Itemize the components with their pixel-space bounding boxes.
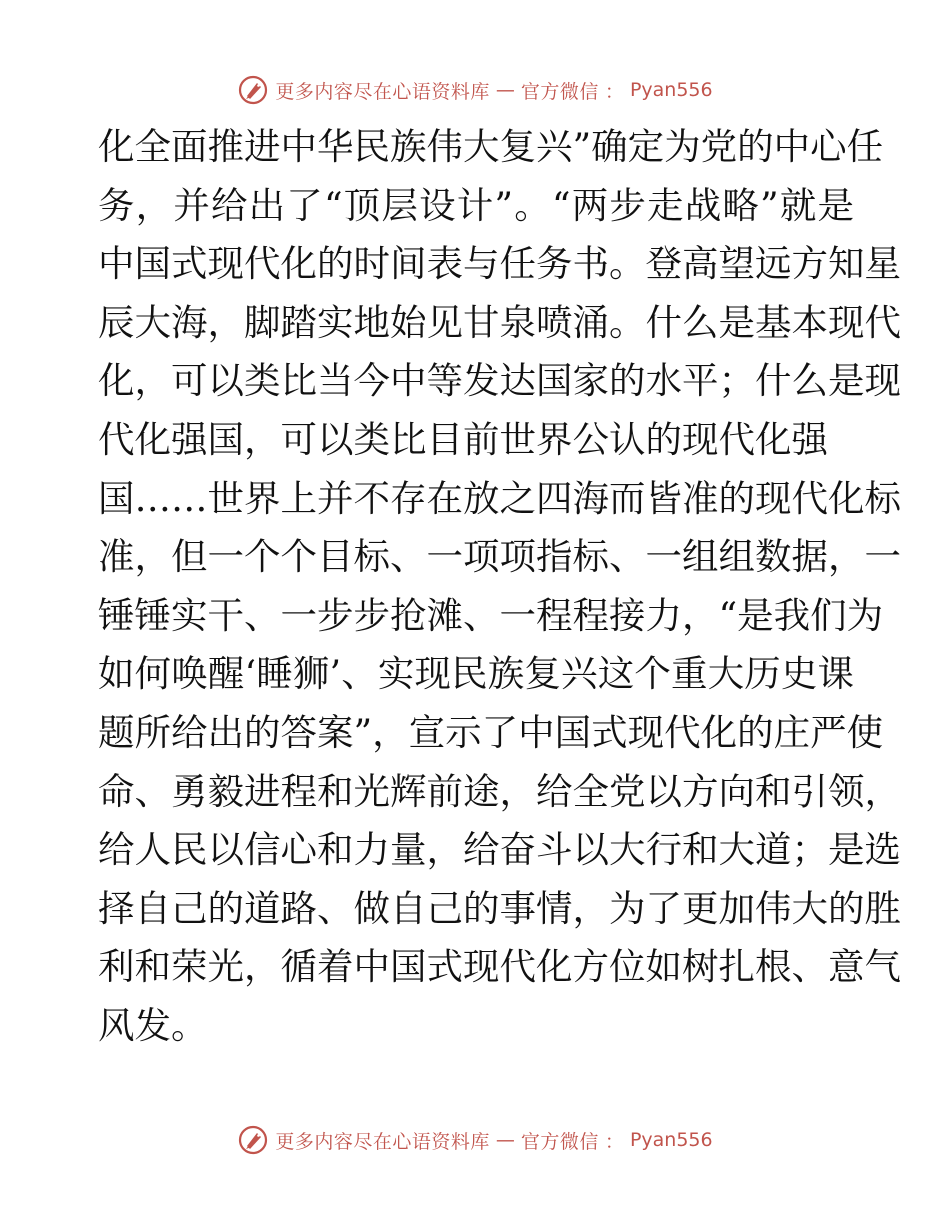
pen-nib-logo-icon (237, 74, 269, 106)
body-line: 代化强国，可以类比目前世界公认的现代化强 (98, 417, 828, 461)
body-line: 利和荣光，循着中国式现代化方位如树扎根、意气 (98, 945, 901, 989)
body-paragraph (98, 118, 901, 1056)
watermark-wechat-label: 官方微信 (520, 80, 599, 103)
watermark-wechat-id: Pyan556 (629, 79, 713, 101)
body-line: 给人民以信心和力量，给奋斗以大行和大道；是选 (98, 828, 901, 872)
body-line: 择自己的道路、做自己的事情，为了更加伟大的胜 (98, 886, 901, 930)
body-line: 化，可以类比当今中等发达国家的水平；什么是现 (98, 359, 901, 403)
watermark-wechat-label: 官方微信 (520, 1130, 599, 1153)
body-line: 中国式现代化的时间表与任务书。登高望远方知星 (98, 242, 901, 286)
watermark-colon: ： (604, 1130, 624, 1153)
body-line: 务，并给出了“顶层设计”。“两步走战略”就是 (98, 183, 854, 227)
watermark-site-text: 更多内容尽在心语资料库 (275, 80, 490, 103)
body-line: 如何唤醒‘睡狮’、实现民族复兴这个重大历史课 (98, 652, 854, 696)
watermark-colon: ： (604, 80, 624, 103)
watermark-wechat-id: Pyan556 (629, 1129, 713, 1151)
body-line: 锤锤实干、一步步抢滩、一程程接力，“是我们为 (98, 593, 884, 637)
header-watermark (0, 70, 950, 110)
watermark-site-text: 更多内容尽在心语资料库 (275, 1130, 490, 1153)
footer-watermark (0, 1120, 950, 1160)
body-line: 化全面推进中华民族伟大复兴”确定为党的中心任 (98, 125, 884, 168)
body-line: 辰大海，脚踏实地始见甘泉喷涌。什么是基本现代 (98, 300, 901, 344)
pen-nib-logo-icon (237, 1124, 269, 1156)
watermark-dash: — (495, 1129, 515, 1151)
watermark-dash: — (495, 79, 515, 101)
body-line: 风发。 (98, 1003, 208, 1047)
body-line: 命、勇毅进程和光辉前途，给全党以方向和引领， (98, 769, 901, 813)
body-line: 题所给出的答案”，宣示了中国式现代化的庄严使 (98, 710, 884, 754)
body-line: 国……世界上并不存在放之四海而皆准的现代化标 (98, 476, 901, 520)
body-line: 准，但一个个目标、一项项指标、一组组数据，一 (98, 535, 901, 579)
